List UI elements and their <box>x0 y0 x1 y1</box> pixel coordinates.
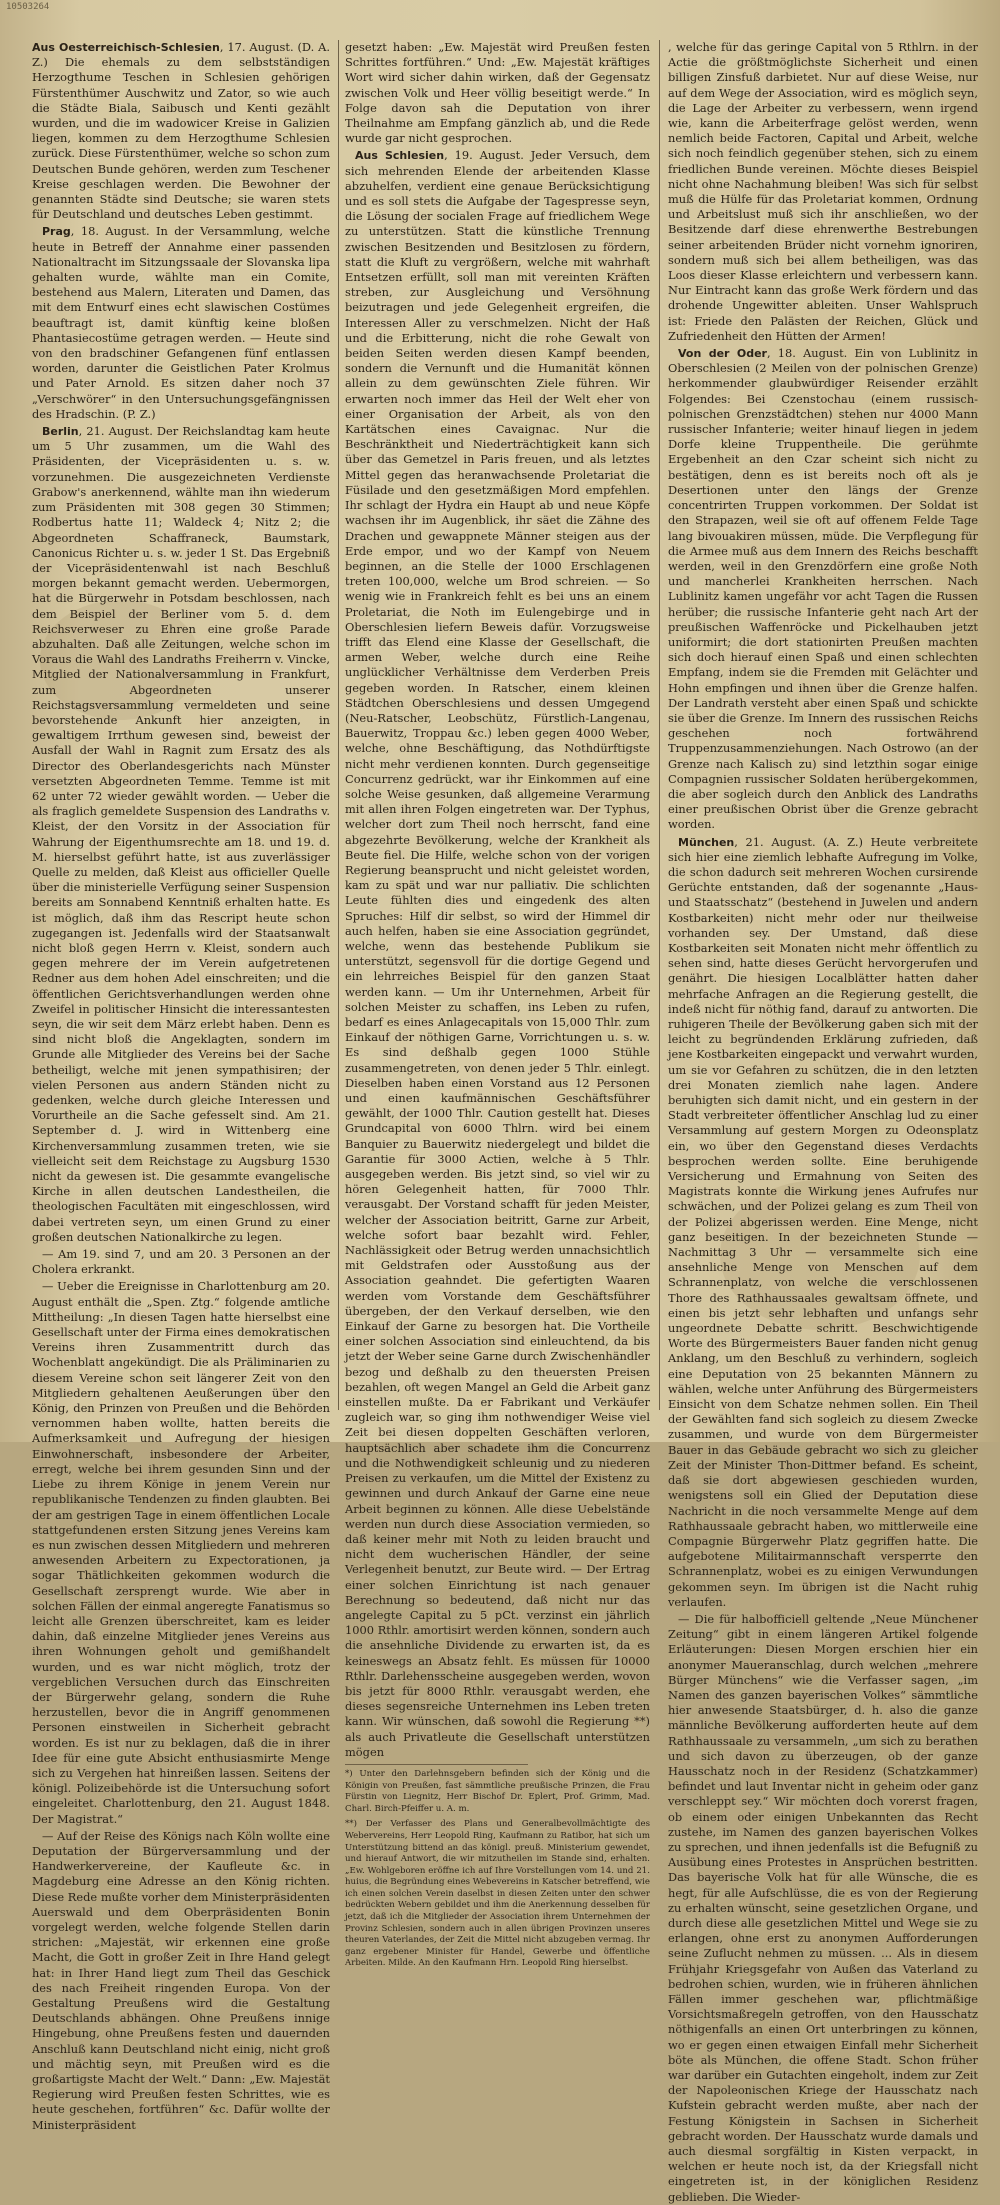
column-rule <box>338 40 339 1410</box>
footnote: **) Der Verfasser des Plans und Generalbevollmächtigte des Webervereins, Herr Leopold Ring, Kaufmann zu Ratibor, hat sich um Unterstützung bittend an das königl. preuß. Ministerium gewendet, und hierauf Antwort, die wir mitzutheilen im Stande sind, erhalten. „Ew. Wohlgeboren eröffne ich auf Ihre Vorstellungen vom 14. und 21. huius, die Begründung eines Webevereins in Katscher betreffend, wie ich einen solchen Verein daselbst in diesen Zeiten unter den schwer bedrückten Webern gebildet und ihm die Anerkennung desselben für jetzt, daß ich die Mitglieder der Association ihrem Unternehmen der Provinz Schlesien, sondern auch in allen übrigen Provinzen unseres theuren Vaterlandes, der Zeit die Mittel nicht abzugeben vermag. Ihr ganz ergebener Minister für Handel, Gewerbe und öffentliche Arbeiten. Milde. An den Kaufmann Hrn. Leopold Ring hierselbst. <box>345 1819 650 1969</box>
article-paragraph <box>32 1279 330 1826</box>
article-dateline: Von der Oder <box>678 347 767 361</box>
footnote: *) Unter den Darlehnsgebern befinden sich der König und die Königin von Preußen, fast sämmtliche preußische Prinzen, die Frau Fürstin von Liegnitz, Herr Bischof Dr. Eplert, Prof. Grimm, Mad. Charl. Birch-Pfeiffer u. A. m. <box>345 1768 650 1814</box>
article-paragraph <box>668 346 978 833</box>
article-text: , welche für das geringe Capital von 5 Rthlrn. in der Actie die größtmöglichste Sicherheit und einen billigen Zinsfuß darbietet. Nur auf diese Weise, nur auf dem Wege der Association, wird es möglich seyn, die Lage der Arbeiter zu verbessern, wenn irgend wie, kann die Arbeiterfrage gelöst werden, wenn nemlich beide Factoren, Capital und Arbeit, welche sich noch feindlich gegenüber stehen, sich zu einem friedlichen Bunde vereinen. Möchte dieses Beispiel nicht ohne Nachahmung bleiben! Was sich für selbst muß die Hülfe für das Proletariat kommen, Ordnung und Arbeitslust muß sich ihr anschließen, wo der Besitzende darf diese ehrenwerthe Bestrebungen seiner arbeitenden Brüder nicht vornehm ignoriren, sondern muß sich bei allem betheiligen, was das Loos dieser Klasse erleichtern und verbessern kann. Nur Eintracht kann das große Werk fördern und das drohende Ungewitter ableiten. Unser Wahlspruch ist: Friede den Palästen der Reichen, Glück und Zufriedenheit den Hütten der Armen! <box>668 40 978 343</box>
article-dateline: Aus Oesterreichisch-Schlesien <box>32 41 220 54</box>
article-text: , 18. August. In der Versammlung, welche heute in Betreff der Annahme einer passenden Nationaltracht im Sitzungssaale der Slovanska lipa gehalten wurde, wählte man ein Comite, bestehend aus Malern, Literaten und Damen, das mit dem Entwurf eines echt slawischen Costümes beauftragt ist, damit künftig keine bloßen Phantasiecostüme getragen werden. — Heute sind von den bradschiner Gefangenen fünf entlassen worden, darunter die Geistlichen Pater Krolmus und Pater Arnold. Es sitzen daher noch 37 „Verschwörer“ in den Untersuchungsgefängnissen des Hradschin. (P. Z.) <box>32 224 330 421</box>
column-3 <box>668 40 978 2204</box>
article-dateline: München <box>678 835 735 849</box>
article-text: — Auf der Reise des Königs nach Köln wollte eine Deputation der Bürgerversammlung und der Handwerkervereine, der Kaufleute &c. in Magdeburg eine Adresse an den König richten. Diese Rede mußte vorher dem Ministerpräsidenten Auerswald und dem Oberpräsidenten Bonin vorgelegt werden, welche folgende Stellen darin strichen: „Majestät, wir erkennen eine große Macht, die Gott in großer Zeit in Ihre Hand gelegt hat: in Ihrer Hand liegt zum Theil das Geschick des nach Freiheit ringenden Europa. Von der Gestaltung Preußens wird die Gestaltung Deutschlands abhängen. Ohne Preußens innige Hingebung, ohne Preußens festen und dauernden Anschluß kann Deutschland nicht einig, nicht groß und mächtig seyn, mit Preußen wird es die großartigste Macht der Welt.“ Dann: „Ew. Majestät Regierung wird Preußen festen Schrittes, wie es heute geschehen, fortführen“ &c. Dafür wollte der Ministerpräsident <box>32 1828 330 2132</box>
article-paragraph <box>32 40 330 222</box>
article-text: , 17. August. (D. A. Z.) Die ehemals zu dem selbstständigen Herzogthume Teschen in Schlesien gehörigen Fürstenthümer Auschwitz und Zator, so wie auch die Städte Biala, Saibusch und Kenti gezählt wurden, und die im wadowicer Kreise in Galizien liegen, kommen zu dem Herzogthume Schlesien zurück. Diese Fürstenthümer, welche so schon zum Deutschen Bunde gehören, werden zum Teschener Kreise geschlagen werden. Die Bewohner der genannten Städte sind Deutsche; sie waren stets für Deutschland und deutsches Leben gestimmt. <box>32 40 330 222</box>
article-dateline: Prag <box>42 225 71 239</box>
article-text: , 19. August. Jeder Versuch, dem sich mehrenden Elende der arbeitenden Klasse abzuhelfen, verdient eine genaue Berücksichtigung und es soll stets die Aufgabe der Tagespresse seyn, die Lösung der socialen Frage auf friedlichem Wege zu unterstützen. Statt die künstliche Trennung zwischen Besitzenden und Besitzlosen zu fördern, statt die Kluft zu vergrößern, welche mit wahrhaft Entsetzen erfüllt, soll man mit vereinten Kräften streben, zur Ausgleichung und Versöhnung beizutragen und jede Gelegenheit ergreifen, die Interessen Aller zu verschmelzen. Nicht der Haß und die Erbitterung, nicht die rohe Gewalt von beiden Seiten werden diesen Kampf beenden, sondern die Vernunft und die Humanität können allein zu dem gewünschten Ziele führen. Wir erwarten noch immer das Heil der Welt eher von einer Organisation der Arbeit, als von den Kartätschen eines Cavaignac. Nur die Beschränktheit und Niederträchtigkeit kann sich über das Gemetzel in Paris freuen, und als letztes Mittel gegen das heranwachsende Proletariat die Füsilade und den gesetzmäßigen Mord empfehlen. Ihr schlagt der Hydra ein Haupt ab und neue Köpfe wachsen ihr im Augenblick, ihr säet die Zähne des Drachen und gewappnete Männer steigen aus der Erde empor, und wo der Kampf von Neuem beginnen, an die Stelle der 1000 Erschlagenen treten 100,000, welche um Brod schreien. — So wenig wie in Frankreich fehlt es bei uns an einem Proletariat, die Noth im Eulengebirge und in Oberschlesien liefern Beweis dafür. Vorzugsweise trifft das Elend eine Klasse der Gesellschaft, die armen Weber, welche durch eine Reihe unglücklicher Verhältnisse dem Verderben Preis gegeben worden. In Ratscher, einem kleinen Städtchen Oberschlesiens und dessen Umgegend (Neu-Ratscher, Leobschütz, Fürstlich-Langenau, Bauerwitz, Troppau &c.) leben gegen 4000 Weber, welche, ohne Beschäftigung, das Nothdürftigste nicht mehr verdienen konnten. Durch gegenseitige Concurrenz gedrückt, war ihr Einkommen auf eine solche Weise gesunken, daß allgemeine Verarmung mit allen ihren Folgen eingetreten war. Der Typhus, welcher dort zum Theil noch herrscht, fand eine abgezehrte Bevölkerung, welche der Krankheit als Beute fiel. Die Hilfe, welche schon von der vorigen Regierung beansprucht und nicht geleistet worden, kam zu spät und war nur palliativ. Die schlichten Leute fühlten dies und eingedenk des alten Spruches: Hilf dir selbst, so wird der Himmel dir auch helfen, haben sie eine Association gegründet, welche, wenn das bestehende Publikum sie unterstützt, segensvoll für die dortige Gegend und ein lehrreiches Beispiel für den ganzen Staat werden kann. — Um ihr Unternehmen, Arbeit für solchen Meister zu schaffen, ins Leben zu rufen, bedarf es eines Anlagecapitals von 15,000 Thlr. zum Einkauf der nöthigen Garne, Vorrichtungen u. s. w. Es sind deßhalb gegen 1000 Stühle zusammengetreten, von denen jeder 5 Thlr. einlegt. Dieselben haben einen Vorstand aus 12 Personen und einen kaufmännischen Geschäftsführer gewählt, der 1000 Thlr. Caution gestellt hat. Dieses Grundcapital von 6000 Thlrn. wird bei einem Banquier zu Bauerwitz niedergelegt und bildet die Garantie für 3000 Actien, welche à 5 Thlr. ausgegeben werden. Bis jetzt sind, so viel wir zu hören Gelegenheit hatten, für 7000 Thlr. verausgabt. Der Vorstand schafft für jeden Meister, welcher der Association beitritt, Garne zur Arbeit, welche sofort baar bezahlt wird. Fehler, Nachlässigkeit oder Betrug werden unnachsichtlich mit Geldstrafen oder Ausstoßung aus der Association geahndet. Die gefertigten Waaren werden vom Vorstande dem Geschäftsführer übergeben, der den Verkauf derselben, wie den Einkauf der Garne zu besorgen hat. Die Vortheile einer solchen Association sind einleuchtend, da bis jetzt der Weber seine Garne durch Zwischenhändler bezog und deßhalb zu den theuersten Preisen bezahlen, oft wegen Mangel an Geld die Arbeit ganz einstellen mußte. Da er Fabrikant und Verkäufer zugleich war, so ging ihm nothwendiger Weise viel Zeit bei diesen doppelten Geschäften verloren, hauptsächlich aber schadete ihm die Concurrenz und die Nothwendigkeit schleunig und zu niederen Preisen zu verkaufen, um die Mittel der Existenz zu gewinnen und durch Ankauf der Garne eine neue Arbeit beginnen zu können. Alle diese Uebelstände werden nun durch diese Association vermieden, so daß keiner mehr mit Noth zu leiden braucht und nicht dem wucherischen Händler, der seine Verlegenheit benutzt, zur Beute wird. — Der Ertrag einer solchen Einrichtung ist nach genauer Berechnung so bedeutend, daß nicht nur das angelegte Capital zu 5 pCt. verzinst ein jährlich 1000 Rthlr. amortisirt werden können, sondern auch die ansehnliche Dividende zu erwarten ist, da es keineswegs an Absatz fehlt. Es müssen für 10000 Rthlr. Darlehensscheine ausgegeben werden, wovon bis jetzt für 8000 Rthlr. verausgabt werden, ehe dieses segensreiche Unternehmen ins Leben treten kann. Wir wünschen, daß sowohl die Regierung **) als auch Privatleute die Gesellschaft unterstützen mögen <box>345 148 650 1759</box>
footnote-separator <box>345 1764 528 1765</box>
article-dateline: Aus Schlesien <box>355 149 445 163</box>
article-text: , 18. August. Ein von Lublinitz in Oberschlesien (2 Meilen von der polnischen Grenze) herkommender glaubwürdiger Reisender erzählt Folgendes: Bei Czenstochau (einem russisch-polnischen Grenzstädtchen) stehen nur 4000 Mann russischer Infanterie; weiter hinauf liegen in jedem Dorfe kleine Truppentheile. Die gerühmte Ergebenheit an den Czar scheint sich nicht zu bestätigen, denn es ist bereits noch oft als je Desertionen unter den längs der Grenze concentrirten Truppen vorkommen. Der Soldat ist den Strapazen, weil sie oft auf offenem Felde Tage lang bivouakiren müssen, müde. Die Verpflegung für die Armee muß aus dem Innern des Reichs beschafft werden, weil in den Grenzdörfern eine große Noth und mancherlei Krankheiten herrschen. Nach Lublinitz kamen ungefähr vor acht Tagen die Russen herüber; die russische Infanterie geht nach Art der preußischen Waffenröcke und Pickelhauben jetzt uniformirt; die dort stationirten Preußen machten sich doch hierauf einen Spaß und einen schlechten Empfang, indem sie die Fremden mit Gelächter und Hohn empfingen und ihnen über die Grenze halfen. Der Landrath versteht aber einen Spaß und schickte sie über die Grenze. Im Innern des russischen Reichs geschehen noch fortwährend Truppenzusammenziehungen. Nach Ostrowo (an der Grenze nach Kalisch zu) sind letzthin sogar einige Compagnien russischer Soldaten herübergekommen, die aber sogleich durch den Anblick des Landraths einer preußischen Obrist über die Grenze gebracht worden. <box>668 346 978 832</box>
column-1 <box>32 40 330 2132</box>
column-2 <box>345 40 650 1969</box>
article-paragraph <box>668 1612 978 2205</box>
article-text: — Am 19. sind 7, und am 20. 3 Personen an der Cholera erkrankt. <box>32 1247 330 1277</box>
article-paragraph <box>345 40 650 146</box>
article-paragraph <box>668 40 978 344</box>
article-paragraph <box>668 835 978 1610</box>
article-text: , 21. August. Der Reichslandtag kam heute um 5 Uhr zusammen, um die Wahl des Präsidenten, der Vicepräsidenten u. s. w. vorzunehmen. Die ausgezeichneten Verdienste Grabow's anerkennend, wählte man ihn wiederum zum Präsidenten mit 308 gegen 30 Stimmen; Rodbertus hatte 11; Waldeck 4; Nitz 2; die Abgeordneten Schaffraneck, Baumstark, Canonicus Richter u. s. w. jeder 1 St. Das Ergebniß der Vicepräsidentenwahl ist nach Beschluß morgen bekannt gemacht werden. Uebermorgen, hat die Bürgerwehr in Potsdam beschlossen, nach dem Beispiel der Berliner vom 5. d. dem Reichsverweser zu Ehren eine große Parade abzuhalten. Daß alle Zeitungen, welche schon im Voraus die Wahl des Landraths Freiherrn v. Vincke, Mitglied der Nationalversammlung in Frankfurt, zum Abgeordneten unserer Reichstagsversammlung vermeldeten und seine bevorstehende Ankunft hier anzeigten, in gewaltigem Irrthum gewesen sind, beweist der Ausfall der Wahl in Ragnit zum Ersatz des als Director des Oberlandesgerichts nach Münster versetzten Abgeordneten Temme. Temme ist mit 62 unter 72 wieder gewählt worden. — Ueber die als fraglich gemeldete Suspension des Landraths v. Kleist, der den Vorsitz in der Association für Wahrung der Eigenthumsrechte am 18. und 19. d. M. hierselbst geführt hatte, ist aus zuverlässiger Quelle zu melden, daß Kleist aus officieller Quelle über die ministerielle Verfügung seiner Suspension bereits am Sonnabend Kenntniß erhalten hatte. Es ist möglich, daß ihm das Rescript heute schon zugegangen ist. Jedenfalls wird der Staatsanwalt nicht bloß gegen Herrn v. Kleist, sondern auch gegen mehrere der im Verein aufgetretenen Redner aus dem hohen Adel einschreiten; und die öffentlichen Gerichtsverhandlungen werden ohne Zweifel in politischer Hinsicht die interessantesten seyn, die wir seit dem März erlebt haben. Denn es sind nicht bloß die Angeklagten, sondern im Grunde alle Mitglieder des Vereins bei der Sache betheiligt, welche mit jenen sympathisiren; der vielen Personen aus andern Ständen nicht zu gedenken, welche durch gleiche Interessen und Vorurtheile an die Sache gefesselt sind. Am 21. September d. J. wird in Wittenberg eine Kirchenversammlung zusammen treten, wie sie vielleicht seit dem Reichstage zu Augsburg 1530 nicht da gewesen ist. Die gesammte evangelische Kirche in allen deutschen Landestheilen, die theologischen Facultäten mit eingeschlossen, wird dabei vertreten seyn, um einen Grund zu einer großen deutschen Nationalkirche zu legen. <box>32 424 330 1244</box>
article-text: , 21. August. (A. Z.) Heute verbreitete sich hier eine ziemlich lebhafte Aufregung im Volke, die schon dadurch seit mehreren Wochen cursirende Gerüchte entstanden, daß der sogenannte „Haus- und Staatsschatz“ (bestehend in Juwelen und andern Kostbarkeiten) nicht mehr oder nur theilweise vorhanden sey. Der Umstand, daß diese Kostbarkeiten seit Monaten nicht mehr öffentlich zu sehen sind, hatte dieses Gerücht hervorgerufen und genährt. Die hiesigen Localblätter hatten daher mehrfache Anfragen an die Regierung gestellt, die indeß nicht für nöthig fand, darauf zu antworten. Die ruhigeren Theile der Bevölkerung gaben sich mit der leicht zu begründenden Erklärung zufrieden, daß jene Kostbarkeiten eingepackt und verwahrt wurden, um sie vor Gefahren zu schützen, die in den letzten drei Monaten ziemlich nahe lagen. Andere beruhigten sich damit nicht, und ein gestern in der Stadt verbreiteter öffentlicher Anschlag lud zu einer Versammlung auf gestern Morgen zu Odeonsplatz ein, wo über den Gegenstand dieses Verdachts besprochen werden sollte. Eine beruhigende Versicherung und Ermahnung von Seiten des Magistrats konnte die Wirkung jenes Aufrufes nur schwächen, und der Polizei gelang es zum Theil von der Polizei abgerissen werden. Eine Menge, nicht ganz beseitigen. In der bezeichneten Stunde — Nachmittag 3 Uhr — versammelte sich eine ansehnliche Menge von Menschen auf dem Schrannenplatz, von welche die verschlossenen Thore des Rathhaussaales gewaltsam öffnete, und einen bis jetzt sehr lebhaften und unfangs sehr ungeordnete Debatte schritt. Beschwichtigende Worte des Bürgermeisters Bauer fanden nicht genug Anklang, um den Beschluß zu verhindern, sogleich eine Deputation von 25 bekannten Männern zu wählen, welche unter Anführung des Bürgermeisters Einsicht von dem Schatze nehmen sollen. Ein Theil der Gewählten fand sich sogleich zu diesem Zwecke zusammen, und wurde von dem Bürgermeister Bauer in das Gebäude gebracht wo sich zu gleicher Zeit der Minister Thon-Dittmer befand. Es scheint, daß sie dort abgewiesen geschieden wurden, wenigstens soll ein Glied der Deputation diese Nachricht in die noch versammelte Menge auf dem Rathhaussaale gebracht haben, wo mittlerweile eine Compagnie Bürgerwehr Platz gegriffen hatte. Die aufgebotene Militairmannschaft versperrte den Schrannenplatz, wobei es zu einigen Verwundungen gekommen seyn. Im übrigen ist die Nacht ruhig verlaufen. <box>668 834 978 1609</box>
article-text: — Ueber die Ereignisse in Charlottenburg am 20. August enthält die „Spen. Ztg.“ folgende amtliche Mittheilung: „In diesen Tagen hatte hierselbst eine Gesellschaft unter der Firma eines demokratischen Vereins ihren Zusammentritt durch das Wochenblatt angekündigt. Die als Präliminarien zu diesem Vereine schon seit längerer Zeit von den Mitgliedern gehaltenen Aeußerungen über den König, den Prinzen von Preußen und die Behörden vernommen haben wollte, hatten bereits die Aufmerksamkeit und Aufregung der hiesigen Einwohnerschaft, insbesondere der Arbeiter, erregt, welche bei ihrem gesunden Sinn und der Liebe zu ihrem Könige in jenem Verein nur republikanische Tendenzen zu finden glaubten. Bei der am gestrigen Tage in einem öffentlichen Locale stattgefundenen ersten Sitzung jenes Vereins kam es nun zwischen dessen Mitgliedern und mehreren anwesenden Arbeitern zu Expectorationen, ja sogar Thätlichkeiten gekommen wodurch die Gesellschaft zersprengt wurde. Wie aber in solchen Fällen der einmal angeregte Fanatismus so leicht alle Grenzen überschreitet, kam es leider dahin, daß einzelne Mitglieder jenes Vereins aus ihren Wohnungen geholt und gemißhandelt wurden, und es war nicht möglich, trotz der vergeblichen Versuchen durch das Einschreiten der Bürgerwehr gelang, sondern die Ruhe herzustellen, bevor die in Angriff genommenen Personen einstweilen in Sicherheit gebracht worden. Es ist nur zu beklagen, daß die in ihrer Idee für eine gute Absicht enthusiasmirte Menge sich zu Vergehen hat hinreißen lassen. Seitens der königl. Polizeibehörde ist die Untersuchung sofort eingeleitet. Charlottenburg, den 21. August 1848. Der Magistrat.“ <box>32 1279 330 1826</box>
article-paragraph <box>32 1247 330 1277</box>
article-paragraph <box>345 148 650 1760</box>
article-text: gesetzt haben: „Ew. Majestät wird Preußen festen Schrittes fortführen.“ Und: „Ew. Majestät kräftiges Wort wird sicher dahin wirken, daß der Gegensatz zwischen Volk und Heer völlig beseitigt werde.“ In Folge davon sah die Deputation von ihrer Theilnahme am Empfang gänzlich ab, und die Rede wurde gar nicht gesprochen. <box>345 40 650 146</box>
article-paragraph <box>32 424 330 1245</box>
article-paragraph <box>32 1829 330 2133</box>
article-paragraph <box>32 224 330 422</box>
scan-id: 10503264 <box>6 2 50 12</box>
article-dateline: Berlin <box>42 425 79 439</box>
article-text: — Die für halbofficiell geltende „Neue Münchener Zeitung“ gibt in einem längeren Artikel folgende Erläuterungen: Diesen Morgen erschien hier ein anonymer Maueranschlag, durch welchen „mehrere Bürger Münchens“ wie die Verfasser sagen, „im Namen des ganzen bayerischen Volkes“ sämmtliche hier anwesende Staatsbürger, d. h. also die ganze männliche Bevölkerung aufforderten heute auf dem Rathhaussaale zu versammeln, „um sich zu berathen und sich davon zu überzeugen, ob der ganze Hausschatz noch in der Residenz (Schatzkammer) befindet und laut Inventar nicht in geheim oder ganz verschleppt sey.“ Wir möchten doch vorerst fragen, ob einem oder einigen Unbekannten das Recht zustehe, im Namen des ganzen bayerischen Volkes zu sprechen, und ihnen jedenfalls ist die Befugniß zu Ausübung eines Protestes in Ansprüchen bestritten. Das bayerische Volk hat für alle Wünsche, die es hegt, für alle Aufschlüsse, die es von der Regierung zu erhalten wünscht, seine gesetzlichen Organe, und durch diese alle gesetzlichen Mittel und Wege sie zu erlangen, ohne erst zu anonymen Aufforderungen seine Zuflucht nehmen zu müssen. ... Als in diesem Frühjahr Kriegsgefahr von Außen das Vaterland zu bedrohen schien, wurden, wie in früheren ähnlichen Fällen immer geschehen war, pflichtmäßige Vorsichtsmaßregeln getroffen, von den Hausschatz nöthigenfalls an einen Ort unterbringen zu können, wo er gegen einen etwaigen Einfall mehr Sicherheit böte als München, die offene Stadt. Schon früher war darüber ein Gutachten eingeholt, indem zur Zeit der Napoleonischen Kriege der Hausschatz nach Kufstein gebracht werden mußte, aber nach der Festung Königstein in Sachsen in Sicherheit gebracht worden. Der Hausschatz wurde damals und auch diesmal sorgfältig in Kisten verpackt, in welchen er heute noch ist, da der Kriegsfall nicht eingetreten ist, in der königlichen Residenz geblieben. Die Wieder- <box>668 1611 978 2204</box>
column-rule <box>659 40 660 1410</box>
